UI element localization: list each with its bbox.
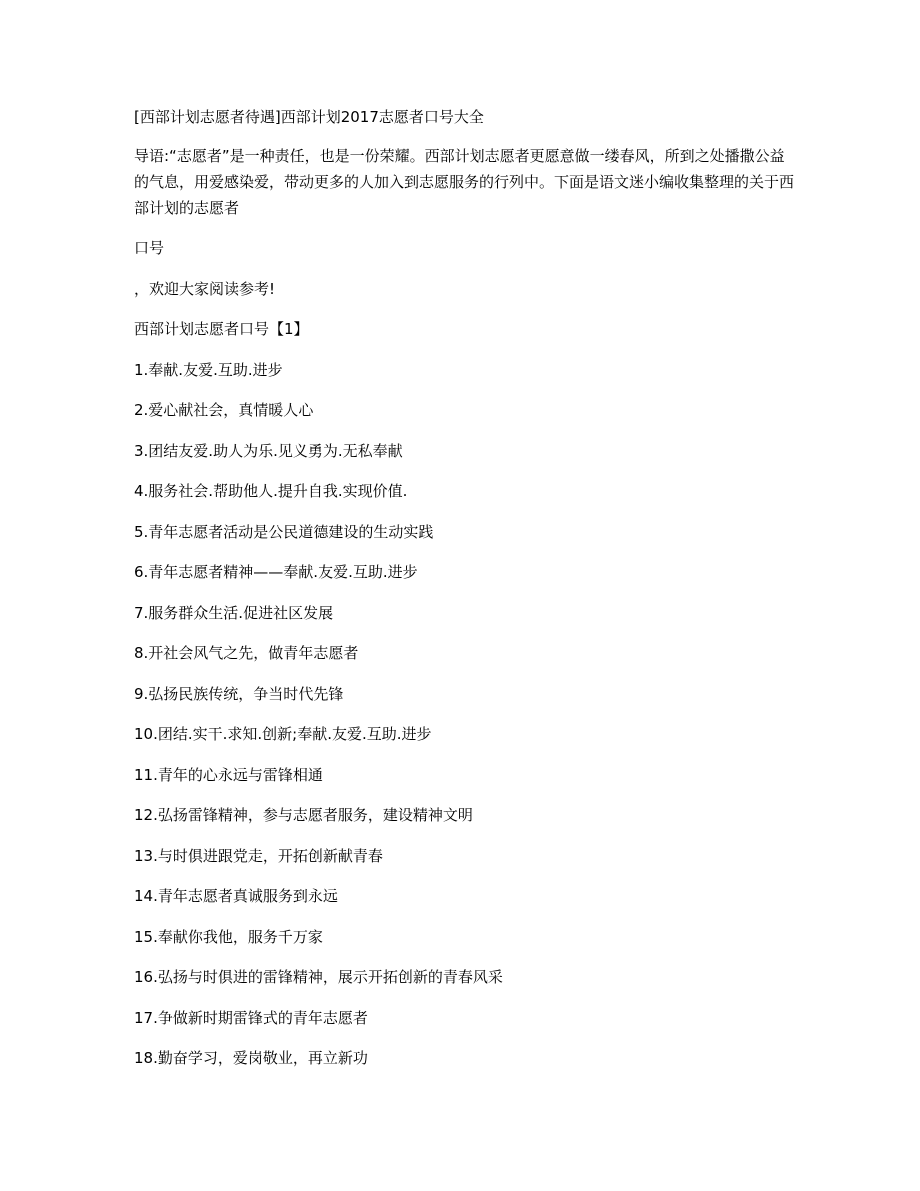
slogan-item: 17.争做新时期雷锋式的青年志愿者 [134,1008,368,1027]
slogan-item: 8.开社会风气之先，做青年志愿者 [134,644,359,662]
slogan-item: 3.团结友爱.助人为乐.见义勇为.无私奉献 [134,441,403,460]
document-title: [西部计划志愿者待遇]西部计划2017志愿者口号大全 [134,108,484,126]
section-heading: 西部计划志愿者口号【1】 [134,320,309,338]
intro-paragraph: 导语:“志愿者”是一种责任，也是一份荣耀。西部计划志愿者更愿意做一缕春风，所到之处播撒公益的气息，用爱感染爱，带动更多的人加入到志愿服务的行列中。下面是语文迷小编收集整理的关于西部计划的志愿者 [134,147,795,217]
slogan-item: 7.服务群众生活.促进社区发展 [134,603,334,622]
slogan-item: 18.勤奋学习，爱岗敬业，再立新功 [134,1049,368,1067]
slogan-item: 9.弘扬民族传统，争当时代先锋 [134,684,344,703]
slogan-item: 13.与时俱进跟党走，开拓创新献青春 [134,846,383,865]
welcome-line: ，欢迎大家阅读参考! [134,279,276,298]
slogan-item: 14.青年志愿者真诚服务到永远 [134,887,338,905]
slogan-list [134,357,794,1072]
slogan-item: 1.奉献.友爱.互助.进步 [134,360,283,379]
intro-tail: 口号 [134,239,165,257]
slogan-item: 11.青年的心永远与雷锋相通 [134,765,323,784]
slogan-item: 16.弘扬与时俱进的雷锋精神，展示开拓创新的青春风采 [134,968,503,986]
slogan-item: 12.弘扬雷锋精神，参与志愿者服务，建设精神文明 [134,806,473,824]
document-content [134,104,794,1086]
slogan-item: 6.青年志愿者精神——奉献.友爱.互助.进步 [134,563,418,581]
slogan-item: 15.奉献你我他，服务千万家 [134,927,323,946]
slogan-item: 2.爱心献社会，真情暖人心 [134,401,314,419]
slogan-item: 4.服务社会.帮助他人.提升自我.实现价值. [134,482,408,500]
slogan-item: 10.团结.实干.求知.创新;奉献.友爱.互助.进步 [134,725,432,743]
slogan-item: 5.青年志愿者活动是公民道德建设的生动实践 [134,522,434,541]
